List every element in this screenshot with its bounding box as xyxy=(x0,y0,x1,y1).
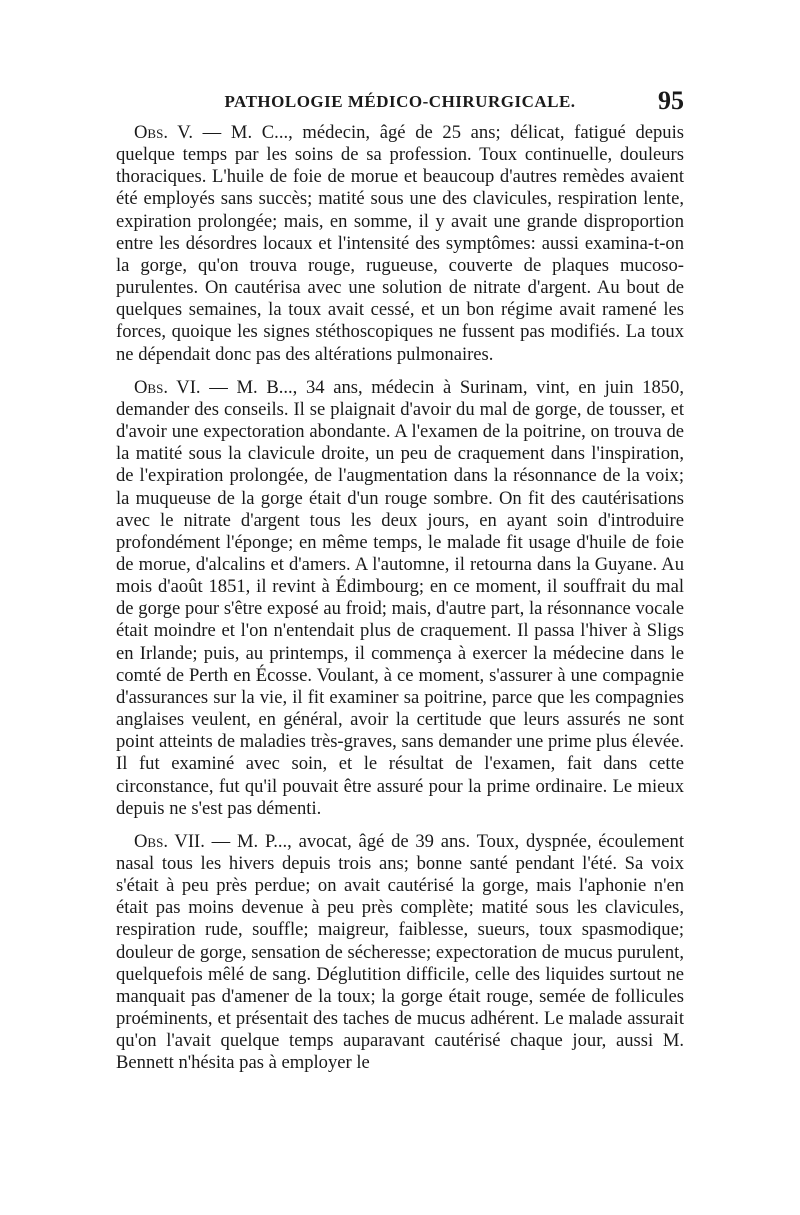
observation-label: Obs. V. xyxy=(134,122,193,143)
observation-7 xyxy=(116,831,684,1075)
observation-text: — M. C..., médecin, âgé de 25 ans; délicat, fatigué depuis quelque temps par les soins de sa profession. Toux continuelle, douleurs thoraciques. L'huile de foie de morue et beaucoup d'autres remèdes avaient été employés sans succès; matité sous une des clavicules, respiration lente, expiration prolongée; mais, en somme, il y avait une grande disproportion entre les désordres locaux et l'intensité des symptômes: aussi examina-t-on la gorge, qu'on trouva rouge, rugueuse, couverte de plaques mucoso-purulentes. On cautérisa avec une solution de nitrate d'argent. Au bout de quelques semaines, la toux avait cessé, et un bon régime avait ramené les forces, quoique les signes stéthoscopiques ne fussent pas modifiés. La toux ne dépendait donc pas des altérations pulmonaires. xyxy=(116,122,685,365)
observation-text: — M. B..., 34 ans, médecin à Surinam, vint, en juin 1850, demander des conseils. Il se plaignait d'avoir du mal de gorge, de tousser, et d'avoir une expectoration abondante. A l'examen de la poitrine, on trouva de la matité sous la clavicule droite, un peu de craquement dans l'inspiration, de l'expiration prolongée, de l'augmentation dans la résonnance de la voix; la muqueuse de la gorge était d'un rouge sombre. On fit des cautérisations avec le nitrate d'argent tous les deux jours, en ayant soin d'introduire profondément l'éponge; en même temps, le malade fit usage d'huile de foie de morue, d'alcalins et d'amers. A l'automne, il retourna dans la Guyane. Au mois d'août 1851, il revint à Édimbourg; en ce moment, il souffrait du mal de gorge pour s'être exposé au froid; mais, d'autre part, la résonnance vocale était moindre et l'on n'entendait plus de craquement. Il passa l'hiver à Sligs en Irlande; puis, au printemps, il commença à exercer la médecine dans le comté de Perth en Écosse. Voulant, à ce moment, s'assurer à une compagnie d'assurances sur la vie, il fit examiner sa poitrine, parce que les compagnies anglaises veulent, en général, avoir la certitude que leurs assurés ne sont point atteints de maladies très-graves, sans demander une prime plus élevée. Il fut examiné avec soin, et le résultat de l'examen, fait dans cette circonstance, fut qu'il pouvait être assuré pour la prime ordinaire. Le mieux depuis ne s'est pas démenti. xyxy=(116,376,685,819)
page-number: 95 xyxy=(658,86,684,115)
observation-label: Obs. VI. xyxy=(134,376,201,398)
observation-text: — M. P..., avocat, âgé de 39 ans. Toux, dyspnée, écoulement nasal tous les hivers depuis trois ans; bonne santé pendant l'été. Sa voix s'était à peu près perdue; on avait cautérisé la gorge, mais l'aphonie n'en était pas moins devenue à peu près complète; matité sous les clavicules, respiration rude, souffle; maigreur, faiblesse, sueurs, toux spasmodique; douleur de gorge, sensation de sécheresse; expectoration de mucus purulent, quelquefois mêlé de sang. Déglutition difficile, celle des liquides surtout ne manquait pas d'amener de la toux; la gorge était rouge, semée de follicules proéminents, et présentait des taches de mucus adhérent. Le malade assurait qu'on l'avait quelque temps auparavant cautérisé chaque jour, aussi M. Bennett n'hésita pas à employer le xyxy=(116,830,684,1074)
observation-label: Obs. VII. xyxy=(134,830,205,852)
observation-5 xyxy=(116,122,684,366)
book-page xyxy=(116,86,685,1172)
observation-6 xyxy=(116,377,684,820)
running-head xyxy=(116,86,684,122)
running-title: PATHOLOGIE MÉDICO-CHIRURGICALE. xyxy=(224,92,576,111)
